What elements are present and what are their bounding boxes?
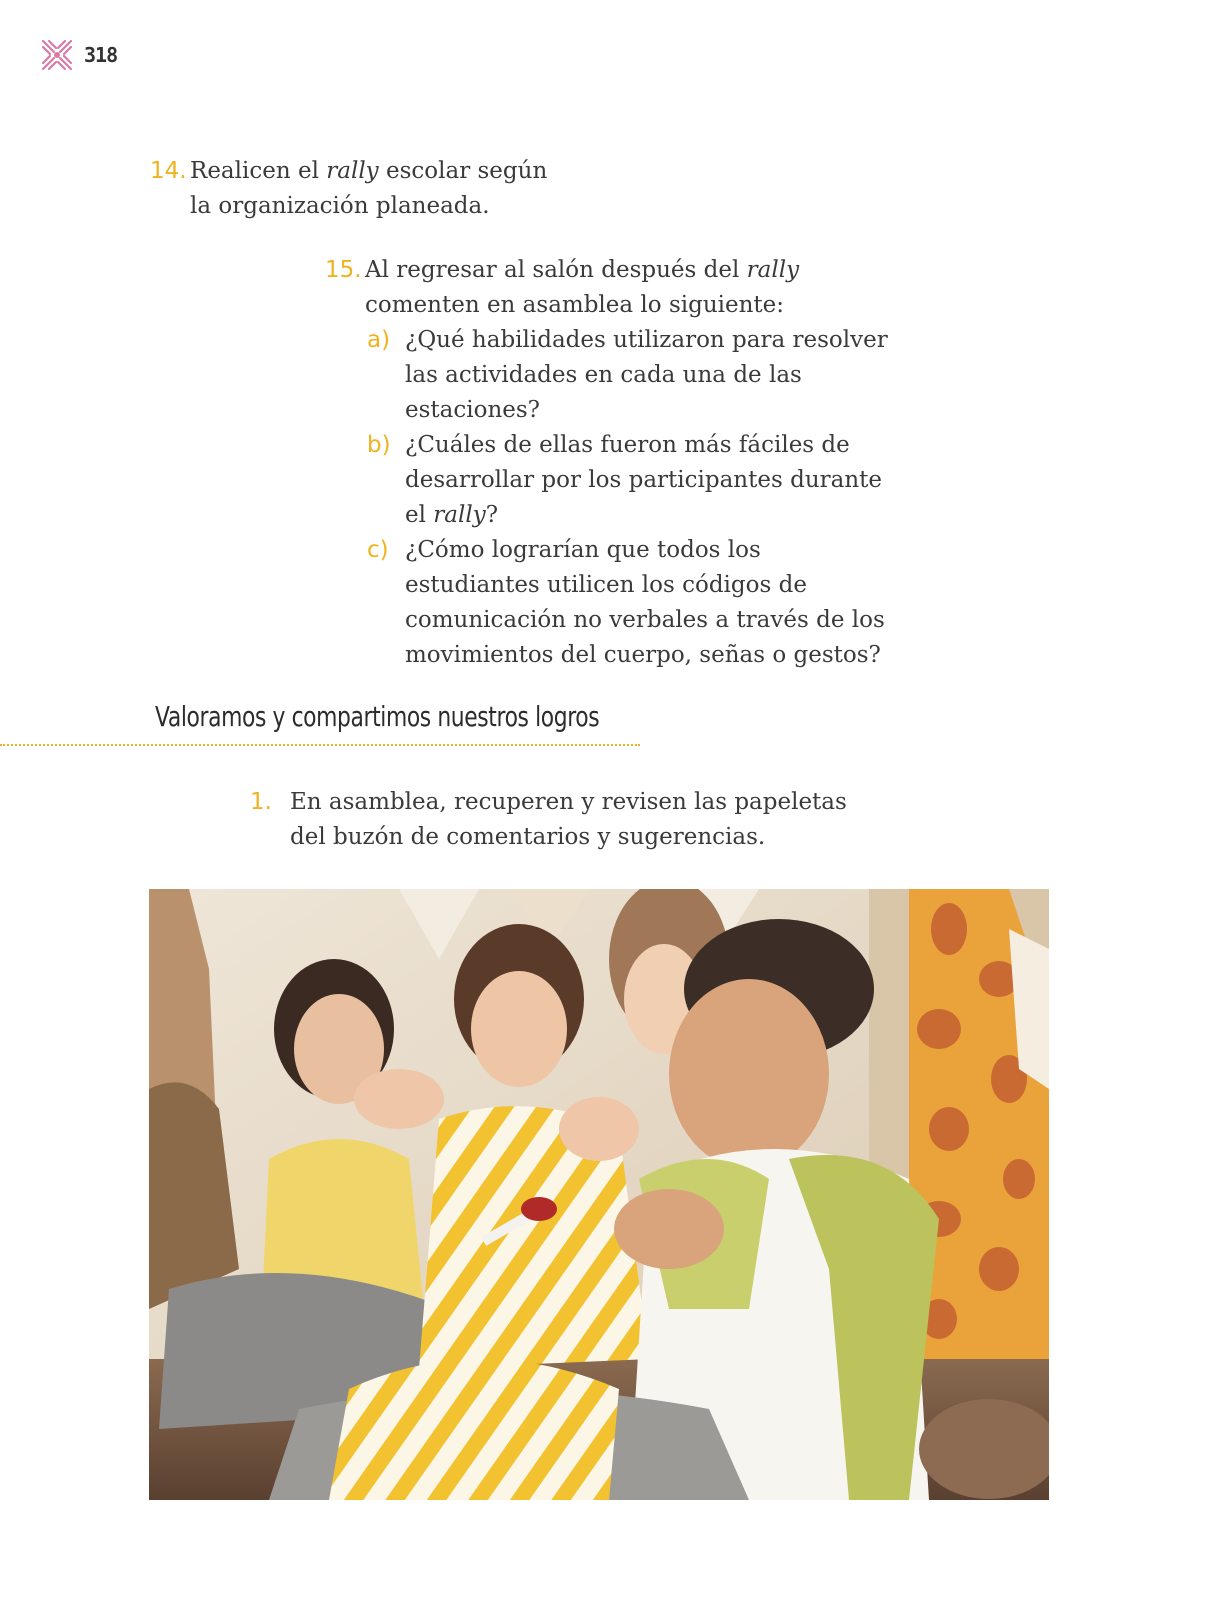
question-text: ¿Cómo lograrían que todos los estudiantes utilicen los códigos de comunicación no verbales a través de los movimientos del cuerpo, señas o gestos? [405,537,885,668]
question-text: ¿Qué habilidades utilizaron para resolver las actividades en cada una de las estaciones? [405,327,888,423]
page-number: 318 [84,43,118,67]
instruction-text: Realicen el rally escolar según la organización planeada. [190,158,548,219]
item-number: 14. [150,158,187,184]
question-letter: c) [367,537,389,563]
question-a [367,323,927,428]
question-letter: b) [367,432,391,458]
question-c [367,533,947,673]
section-divider [0,744,640,746]
instruction-15 [325,253,925,325]
question-text: ¿Cuáles de ellas fueron más fáciles de desarrollar por los participantes durante el rally? [405,432,883,528]
instruction-text: En asamblea, recuperen y revisen las papeletas del buzón de comentarios y sugerencias. [290,789,847,850]
instruction-1 [250,785,900,857]
instruction-text: Al regresar al salón después del rally comenten en asamblea lo siguiente: [365,257,800,318]
question-letter: a) [367,327,391,353]
children-clapping-photo [149,889,1049,1500]
instruction-14 [150,154,650,226]
page-header [40,38,117,72]
item-number: 1. [250,789,272,815]
decorative-logo-icon [40,38,74,72]
question-b [367,428,927,533]
item-number: 15. [325,257,362,283]
section-heading: Valoramos y compartimos nuestros logros [155,700,600,733]
